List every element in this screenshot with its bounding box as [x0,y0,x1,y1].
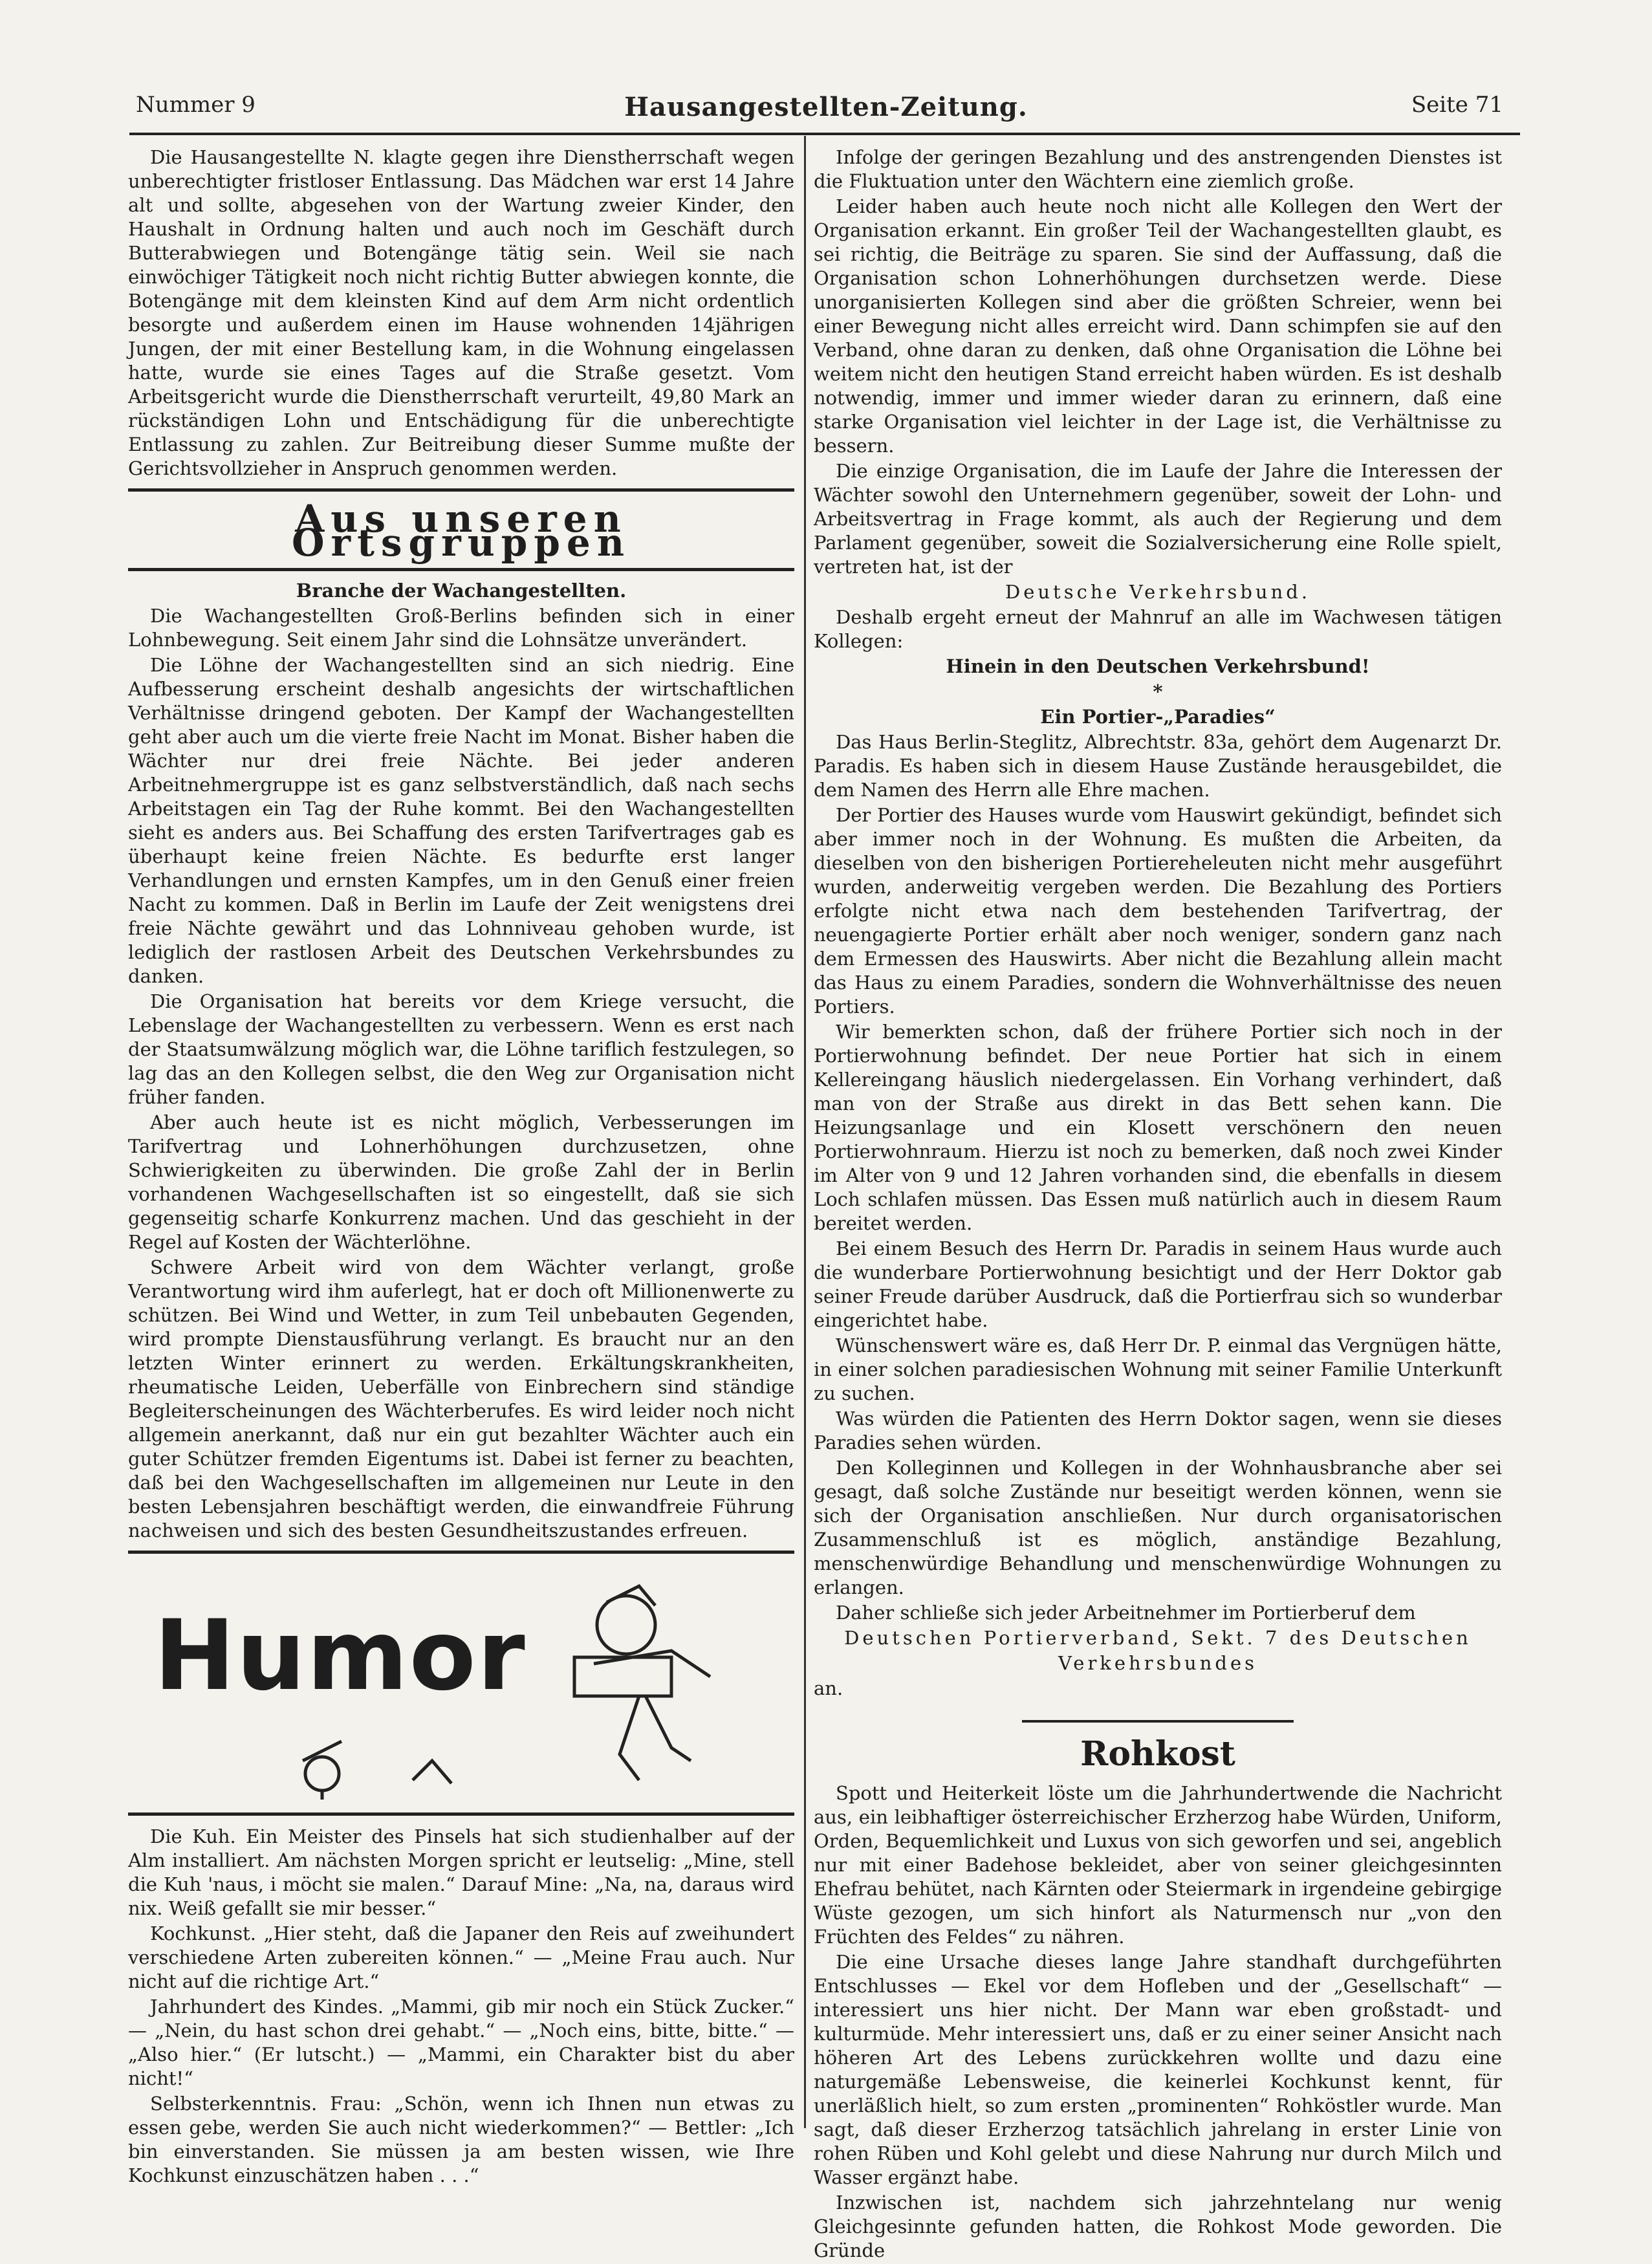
article-paragraph: Wir bemerkten schon, daß der frühere Portier sich noch in der Portierwohnung befindet. Der neue Portier hat sich in einem Kellereingang häuslich niedergelassen. Ein Vorhang verhindert, daß man von der Straße aus direkt in das Bett sehen kann. Die Heizungsanlage und ein Klosett verschönern den neuen Portierwohnraum. Hierzu ist noch zu bemerken, daß noch zwei Kinder im Alter von 9 und 12 Jahren vorhanden sind, die ebenfalls in diesem Loch schlafen müssen. Das Essen muß natürlich auch in diesem Raum bereitet werden. [814,1021,1502,1234]
article-paragraph: Wünschenswert wäre es, daß Herr Dr. P. einmal das Vergnügen hätte, in einer solchen paradiesischen Wohnung mit seiner Familie Unterkunft zu suchen. [814,1334,1502,1404]
newspaper-title: Hausangestellten-Zeitung. [624,92,1028,122]
article-paragraph: Die Hausangestellte N. klagte gegen ihre Dienstherrschaft wegen unberechtigter fristloser Entlassung. Das Mädchen war erst 14 Jahre alt und sollte, abgesehen von der Wartung zweier Kinder, den Haushalt in Ordnung halten und auch noch im Geschäft durch Butterabwiegen und Botengänge tätig sein. Weil sie nach einwöchiger Tätigkeit noch nicht richtig Butter abwiegen konnte, die Botengänge mit dem kleinsten Kind auf dem Arm nicht ordentlich besorgte und außerdem einen im Hause wohnenden 14jährigen Jungen, der mit einer Bestellung kam, in die Wohnung eingelassen hatte, wurde sie eines Tages auf die Straße gesetzt. Vom Arbeitsgericht wurde die Dienstherrschaft verurteilt, 49,80 Mark an rückständigen Lohn und Entschädigung für die unberechtigte Entlassung zu zahlen. Zur Beitreibung dieser Summe mußte der Gerichtsvollzieher in Anspruch genommen werden. [128,146,794,479]
article-separator-rule [1022,1720,1294,1723]
article-paragraph: Die Organisation hat bereits vor dem Kriege versucht, die Lebenslage der Wachangestellten zu verbessern. Wenn es erst nach der Staatsumwälzung möglich war, die Löhne tariflich festzulegen, so lag das an den Kollegen selbst, die den Weg zur Organisation nicht früher fanden. [128,990,794,1108]
article-paragraph: Der Portier des Hauses wurde vom Hauswirt gekündigt, befindet sich aber immer noch in der Wohnung. Es mußten die Arbeiten, da dieselben von den bisherigen Portiereheleuten nicht mehr ausgeführt wurden, anderweitig vergeben werden. Die Bezahlung des Portiers erfolgte nicht etwa nach dem bestehenden Tarifvertrag, der neuengagierte Portier erhält aber noch weniger, sondern ganz nach dem Ermessen des Hauswirts. Aber nicht die Bezahlung allein macht das Haus zu einem Paradies, sondern die Wohnverhältnisse des neuen Portiers. [814,804,1502,1018]
article-paragraph: Deshalb ergeht erneut der Mahnruf an alle im Wachwesen tätigen Kollegen: [814,606,1502,652]
organization-name: Verkehrsbundes [1058,1652,1257,1674]
article-paragraph: Leider haben auch heute noch nicht alle Kollegen den Wert der Organisation erkannt. Ein großer Teil der Wachangestellten glaubt, es sei richtig, die Beiträge zu sparen. Sie sind der Auffassung, daß die Organisation schon Lohnerhöhungen durchsetzen werde. Diese unorganisierten Kollegen sind aber die größten Schreier, wenn bei einer Bewegung nicht alles erreicht wird. Dann schimpfen sie auf den Verband, ohne daran zu denken, daß ohne Organisation die Löhne bei weitem nicht den heutigen Stand erreicht haben würden. Es ist deshalb notwendig, immer und immer wieder daran zu erinnern, daß eine starke Organisation viel leichter in der Lage ist, die Verhältnisse zu bessern. [814,195,1502,457]
humor-illustration [128,1567,794,1806]
humor-top-rule [128,1551,794,1554]
right-column [814,146,1502,2264]
article-paragraph: Die Wachangestellten Groß-Berlins befinden sich in einer Lohnbewegung. Seit einem Jahr sind die Lohnsätze unverändert. [128,605,794,651]
left-column [128,146,794,2189]
subheading: Ein Portier-„Paradies“ [1040,706,1276,728]
section-heading: Aus unseren Ortsgruppen [292,497,631,565]
article-paragraph: Die eine Ursache dieses lange Jahre standhaft durchgeführten Entschlusses — Ekel vor dem Hofleben und der „Gesellschaft“ — interessiert uns hier nicht. Der Mann war eben großstadt- und kulturmüde. Mehr interessiert uns, daß er zu einer seiner Ansicht nach höheren Art des Lebens zurückkehren wollte und dazu eine naturgemäße Lebensweise, die keinerlei Kochkunst kennt, für unerläßlich hielt, so zum ersten „prominenten“ Rohköstler wurde. Man sagt, daß dieser Erzherzog tatsächlich jahrelang in erster Linie von rohen Rüben und Kohl gelebt und diese Nahrung nur durch Milch und Wasser ergänzt habe. [814,1951,1502,2188]
organization-name: Deutsche Verkehrsbund. [1005,581,1311,603]
column-divider [804,136,806,2128]
page-number-label: Nummer 9 [136,92,255,118]
rallying-call: Hinein in den Deutschen Verkehrsbund! [946,655,1370,677]
article-paragraph: Schwere Arbeit wird von dem Wächter verlangt, große Verantwortung wird ihm auferlegt, hat er doch oft Millionenwerte zu schützen. Bei Wind und Wetter, in zum Teil unbebauten Gegenden, wird prompte Dienstausführung verlangt. Es braucht nur an den letzten Winter erinnert zu werden. Erkältungskrankheiten, rheumatische Leiden, Ueberfälle von Einbrechern sind ständige Begleiterscheinungen des Wächterberufes. Es wird leider noch nicht allgemein anerkannt, daß nur ein gut bezahlter Wächter auch ein guter Schützer fremden Eigentums ist. Dabei ist ferner zu beachten, daß bei den Wachgesellschaften im allgemeinen nur Leute in den besten Lebensjahren beschäftigt werden, die einwandfreie Führung nachweisen und sich des besten Gesundheitszustandes erfreuen. [128,1256,794,1541]
section-rule [128,488,794,492]
article-heading: Rohkost [1080,1734,1235,1774]
section-rule [128,568,794,571]
subheading: Branche der Wachangestellten. [296,580,627,602]
joke-paragraph: Selbsterkenntnis. Frau: „Schön, wenn ich Ihnen nun etwas zu essen gebe, werden Sie auch nicht wiederkommen?“ — Bettler: „Ich bin einverstanden. Sie müssen ja am besten wissen, wie Ihre Kochkunst einzuschätzen haben . . .“ [128,2093,794,2186]
article-paragraph: an. [814,1677,843,1699]
article-paragraph: Die Löhne der Wachangestellten sind an sich niedrig. Eine Aufbesserung erscheint deshalb angesichts der wirtschaftlichen Verhältnisse dringend geboten. Der Kampf der Wachangestellten geht aber auch um die vierte freie Nacht im Monat. Bisher haben die Wächter nur drei freie Nächte. Bei jeder anderen Arbeitnehmergruppe ist es ganz selbstverständlich, daß nach sechs Arbeitstagen ein Tag der Ruhe kommt. Bei den Wachangestellten sieht es anders aus. Bei Schaffung des ersten Tarifvertrages gab es überhaupt keine freien Nächte. Es bedurfte erst langer Verhandlungen und ernsten Kampfes, um in den Genuß einer freien Nacht zu kommen. Daß in Berlin im Laufe der Zeit wenigstens drei freie Nächte gewährt und das Lohnniveau gehoben wurde, ist lediglich der rastlosen Arbeit des Deutschen Verkehrsbundes zu danken. [128,654,794,987]
article-paragraph: Die einzige Organisation, die im Laufe der Jahre die Interessen der Wächter sowohl den Unternehmern gegenüber, soweit der Lohn- und Arbeitsvertrag in Frage kommt, als auch der Regierung und dem Parlament gegenüber, soweit die Sozialversicherung eine Rolle spielt, vertreten hat, ist der [814,460,1502,578]
article-paragraph: Den Kolleginnen und Kollegen in der Wohnhausbranche aber sei gesagt, daß solche Zustände nur beseitigt werden können, wenn sie sich der Organisation anschließen. Nur durch organisatorischen Zusammenschluß ist es möglich, anständige Bezahlung, menschenwürdige Behandlung und menschenwürdige Wohnungen zu erlangen. [814,1457,1502,1598]
separator-star: * [1153,680,1163,702]
page-label: Seite 71 [1411,92,1503,118]
article-paragraph: Inzwischen ist, nachdem sich jahrzehntelang nur wenig Gleichgesinnte gefunden hatten, die Rohkost Mode geworden. Die Gründe [814,2192,1502,2261]
humor-bottom-rule [128,1812,794,1816]
joke-paragraph: Kochkunst. „Hier steht, daß die Japaner den Reis auf zweihundert verschiedene Arten zubereiten können.“ — „Meine Frau auch. Nur nicht auf die richtige Art.“ [128,1922,794,1992]
organization-name: Deutschen Portierverband, Sekt. 7 des Deutschen [844,1627,1472,1649]
article-paragraph: Daher schließe sich jeder Arbeitnehmer im Portierberuf dem [836,1602,1416,1624]
humor-title: Humor [154,1600,527,1712]
joke-paragraph: Die Kuh. Ein Meister des Pinsels hat sich studienhalber auf der Alm installiert. Am nächsten Morgen spricht er leutselig: „Mine, stell die Kuh 'naus, i möcht sie malen.“ Darauf Mine: „Na, na, daraus wird nix. Weiß gefallt sie mir besser.“ [128,1825,794,1919]
article-paragraph: Das Haus Berlin-Steglitz, Albrechtstr. 83a, gehört dem Augenarzt Dr. Paradis. Es haben sich in diesem Hause Zustände herausgebildet, die dem Namen des Herrn alle Ehre machen. [814,731,1502,801]
article-paragraph: Infolge der geringen Bezahlung und des anstrengenden Dienstes ist die Fluktuation unter den Wächtern eine ziemlich große. [814,146,1502,192]
article-paragraph: Spott und Heiterkeit löste um die Jahrhundertwende die Nachricht aus, ein leibhaftiger österreichischer Erzherzog habe Würden, Uniform, Orden, Bequemlichkeit und Luxus von sich geworfen und sei, angeblich nur mit einer Badehose bekleidet, aber von seiner gleichgesinnten Ehefrau behütet, nach Kärnten oder Steiermark in irgendeine gebirgige Wüste gezogen, um sich hinfort als Naturmensch nur „von den Früchten des Feldes“ zu nähren. [814,1782,1502,1948]
header-rule [129,133,1520,135]
article-paragraph: Bei einem Besuch des Herrn Dr. Paradis in seinem Haus wurde auch die wunderbare Portierwohnung besichtigt und der Herr Doktor gab seiner Freude darüber Ausdruck, daß die Portierfrau sich so wunderbar eingerichtet habe. [814,1237,1502,1331]
article-paragraph: Was würden die Patienten des Herrn Doktor sagen, wenn sie dieses Paradies sehen würden. [814,1408,1502,1453]
joke-paragraph: Jahrhundert des Kindes. „Mammi, gib mir noch ein Stück Zucker.“ — „Nein, du hast schon drei gehabt.“ — „Noch eins, bitte, bitte.“ — „Also hier.“ (Er lutscht.) — „Mammi, ein Charakter bist du aber nicht!“ [128,1996,794,2089]
article-paragraph: Aber auch heute ist es nicht möglich, Verbesserungen im Tarifvertrag und Lohnerhöhungen durchzusetzen, ohne Schwierigkeiten zu überwinden. Die große Zahl der in Berlin vorhandenen Wachgesellschaften ist so eingestellt, daß sie sich gegenseitig scharfe Konkurrenz machen. Und das geschieht in der Regel auf Kosten der Wächterlöhne. [128,1111,794,1253]
